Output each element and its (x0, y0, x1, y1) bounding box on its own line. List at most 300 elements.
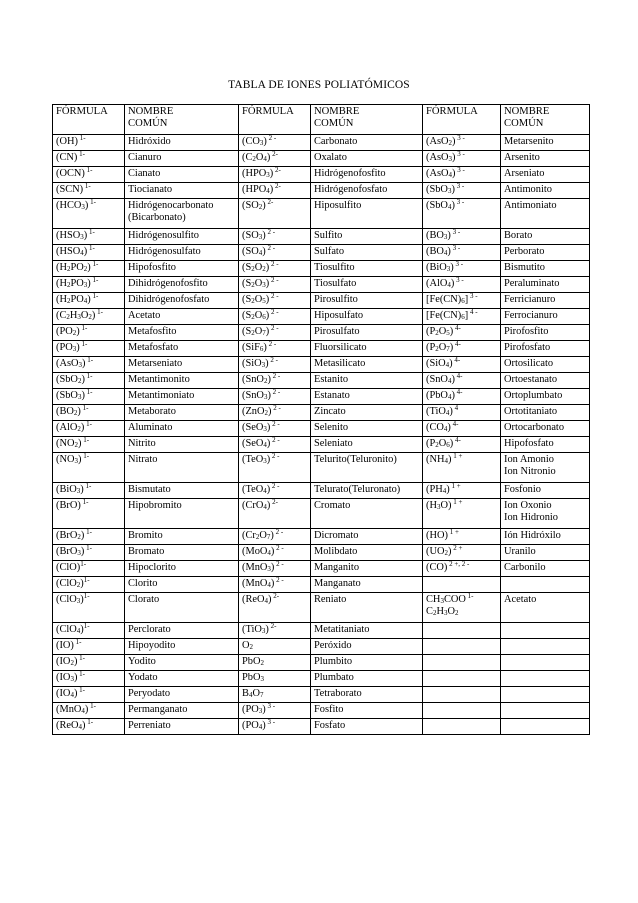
formula (56, 594, 90, 605)
formula (242, 168, 281, 179)
subscript: 3 (447, 187, 452, 195)
formula (56, 578, 90, 589)
formula-text: (BiO (56, 484, 77, 495)
charge: 2 - (270, 436, 280, 444)
formula-text: ) (81, 390, 85, 401)
formula (56, 342, 87, 353)
formula-text: ) (87, 262, 91, 273)
name-text: Metarseniato (128, 358, 183, 369)
formula-text: O (254, 262, 263, 273)
formula-cell (53, 277, 125, 293)
name-text: Hipobromito (128, 500, 182, 511)
formula-text: ) (268, 594, 272, 605)
subscript: 3 (266, 171, 270, 179)
name-text: Uranilo (504, 546, 536, 557)
subscript: 2 (435, 441, 439, 449)
name-cell (501, 199, 590, 229)
formula-text: ) (266, 152, 271, 163)
formula-text: ) (73, 688, 78, 699)
name-cell (125, 325, 239, 341)
formula-text: (AlO (426, 278, 448, 289)
formula-cell (239, 453, 311, 483)
table-row (53, 389, 590, 405)
subscript: 2 (249, 643, 254, 651)
formula (56, 184, 91, 195)
name-cell (501, 373, 590, 389)
charge: 2 - (270, 452, 280, 460)
formula-cell (423, 671, 501, 687)
name-cell (125, 623, 239, 639)
name-text: Molibdato (314, 546, 358, 557)
formula-text: ) (449, 406, 453, 417)
name-text: Yodito (128, 656, 156, 667)
table-row (53, 529, 590, 545)
charge: 2 - (270, 372, 281, 380)
formula (242, 184, 281, 195)
charge: 2- (273, 182, 281, 190)
formula (56, 562, 86, 573)
formula (426, 454, 462, 465)
table-row (53, 167, 590, 183)
charge: 1- (85, 718, 94, 726)
formula-cell (239, 421, 311, 437)
subscript: 7 (266, 533, 271, 541)
formula-text: (PO (242, 704, 259, 715)
formula (56, 454, 89, 465)
formula-text: PO (70, 262, 84, 273)
formula-text: ) (449, 438, 454, 449)
subscript: 2 (255, 533, 260, 541)
formula (242, 500, 278, 511)
subscript: 4 (263, 503, 267, 511)
name-cell (501, 151, 590, 167)
charge: 3 - (454, 182, 465, 190)
charge: 2 - (265, 228, 276, 236)
table-row (53, 453, 590, 483)
formula-text: ) (262, 200, 266, 211)
name-text: Metantimoniato (128, 390, 195, 401)
formula-cell (53, 293, 125, 309)
table-row (53, 593, 590, 623)
formula-text: ) (452, 168, 456, 179)
charge: 1- (83, 576, 90, 584)
name-cell (125, 309, 239, 325)
name-cell (311, 325, 423, 341)
formula (242, 406, 281, 417)
subscript: 3 (263, 393, 268, 401)
formula-cell (423, 229, 501, 245)
formula (426, 546, 462, 557)
formula-cell (239, 357, 311, 373)
name-text: Yodato (128, 672, 158, 683)
formula-cell (423, 183, 501, 199)
formula-text: O (252, 688, 260, 699)
charge: 1- (80, 404, 89, 412)
formula (56, 200, 96, 211)
table-body (53, 135, 590, 735)
formula-cell (239, 293, 311, 309)
formula-text: (ClO) (56, 562, 81, 573)
name-text: Metafosfato (128, 342, 179, 353)
formula-cell (423, 167, 501, 183)
formula-text: ) (84, 704, 89, 715)
subscript: 4 (447, 203, 452, 211)
name-cell (501, 309, 590, 325)
formula-cell (53, 309, 125, 325)
charge: 2 - (273, 528, 284, 536)
formula-text: ) (266, 422, 271, 433)
formula-cell (53, 639, 125, 655)
formula-text: B (242, 688, 249, 699)
subscript: 4 (81, 707, 85, 715)
name-text: Metaborato (128, 406, 176, 417)
formula (242, 374, 280, 385)
name-text: Cianuro (128, 152, 162, 163)
name-text: Bromito (128, 530, 163, 541)
formula (426, 594, 473, 617)
formula-text: ) (265, 326, 270, 337)
formula-text: (CrO (242, 500, 264, 511)
name-text: Hipoclorito (128, 562, 176, 573)
formula-text: (AlO (56, 422, 78, 433)
charge: 1- (83, 482, 92, 490)
charge: 1- (77, 150, 85, 158)
table-row (53, 639, 590, 655)
name-text: Metasilicato (314, 358, 366, 369)
subscript: 4 (263, 441, 267, 449)
formula-text: ) (77, 438, 82, 449)
formula-cell (423, 325, 501, 341)
formula-text: ) (449, 358, 453, 369)
formula-text: O (254, 278, 263, 289)
name-cell (311, 357, 423, 373)
table-row (53, 309, 590, 325)
formula-text: O (438, 438, 447, 449)
subscript: 3 (72, 345, 77, 353)
formula-cell (53, 167, 125, 183)
formula-text: (SeO (242, 422, 264, 433)
name-text: Bismutato (128, 484, 171, 495)
formula (56, 720, 93, 731)
formula-text: ) (451, 184, 455, 195)
subscript: 4 (248, 691, 253, 699)
formula-cell (239, 437, 311, 453)
subscript: 6 (461, 297, 465, 305)
name-cell (311, 499, 423, 529)
name-text: Perreniato (128, 720, 171, 731)
formula (242, 720, 275, 731)
name-text: Seleniato (314, 438, 353, 449)
name-cell (125, 373, 239, 389)
name-text: Ion Hidronio (504, 511, 558, 523)
formula-cell (53, 577, 125, 593)
formula-text: (S (242, 310, 252, 321)
name-text: Metafosfito (128, 326, 177, 337)
formula-text: (TiO (426, 406, 446, 417)
header-text: COMÚN (128, 118, 168, 130)
formula-cell (423, 373, 501, 389)
charge: 3 - (265, 702, 276, 710)
subscript: 3 (259, 139, 264, 147)
formula-text: (IO (56, 672, 71, 683)
formula-cell (423, 623, 501, 639)
subscript: 4 (266, 187, 270, 195)
charge: 2- (265, 198, 274, 206)
subscript: 2 (435, 345, 439, 353)
formula-text: ) (87, 278, 91, 289)
subscript: 2 (262, 265, 266, 273)
subscript: 3 (81, 203, 85, 211)
name-text: Peróxido (314, 640, 352, 651)
formula (56, 422, 92, 433)
formula-cell (53, 499, 125, 529)
subscript: 4 (80, 249, 84, 257)
formula-cell (423, 277, 501, 293)
formula (56, 310, 103, 321)
name-cell (311, 545, 423, 561)
name-cell (125, 135, 239, 151)
name-cell (125, 389, 239, 405)
charge: 1- (88, 198, 96, 206)
formula (242, 546, 284, 557)
name-cell (311, 183, 423, 199)
name-text: Dicromato (314, 530, 359, 541)
name-cell (311, 277, 423, 293)
subscript: 4 (445, 409, 450, 417)
name-text: Hiposulfito (314, 200, 362, 211)
formula-text: (P (426, 342, 436, 353)
header-text: NOMBRE (314, 106, 360, 117)
name-cell (125, 719, 239, 735)
formula-text: O (80, 310, 89, 321)
header-formula (239, 105, 311, 135)
formula (56, 262, 98, 273)
formula-text: ) (87, 294, 91, 305)
name-text: Reniato (314, 594, 347, 605)
subscript: 2 (444, 549, 448, 557)
name-cell (125, 167, 239, 183)
formula-text: ) (267, 390, 271, 401)
formula-text: (S (242, 294, 252, 305)
subscript: 2 (73, 409, 78, 417)
formula-text: (SbO (56, 374, 78, 385)
formula (242, 422, 280, 433)
header-text: NOMBRE (504, 106, 550, 117)
subscript: 3 (262, 281, 266, 289)
charge: 3 - (455, 166, 465, 174)
subscript: 3 (77, 313, 81, 321)
formula-text: ) (265, 310, 270, 321)
formula-text: ) (269, 184, 274, 195)
formula-text: ) (266, 438, 271, 449)
charge: 2 - (266, 340, 277, 348)
name-cell (501, 245, 590, 261)
charge: 4- (453, 324, 461, 332)
formula (242, 294, 279, 305)
formula-text: (SO (242, 246, 259, 257)
formula (242, 342, 276, 353)
name-cell (501, 277, 590, 293)
formula-cell (53, 655, 125, 671)
name-cell (125, 293, 239, 309)
name-cell (501, 135, 590, 151)
name-cell (125, 245, 239, 261)
name-cell (311, 577, 423, 593)
name-cell (125, 453, 239, 483)
formula-text: (ClO (56, 578, 77, 589)
formula-cell (239, 545, 311, 561)
formula (242, 358, 278, 369)
formula-cell (239, 561, 311, 577)
name-cell (501, 389, 590, 405)
name-text: Arsenito (504, 152, 540, 163)
name-text: Plumbito (314, 656, 353, 667)
charge: 3 - (450, 244, 461, 252)
formula-text: O (255, 152, 264, 163)
subscript: 5 (446, 329, 450, 337)
formula-text: (ReO (242, 594, 265, 605)
name-cell (501, 325, 590, 341)
name-text: Permanganato (128, 704, 188, 715)
name-text: Ortoestanato (504, 374, 558, 385)
name-cell (501, 639, 590, 655)
subscript: 3 (77, 393, 82, 401)
subscript: 3 (443, 608, 448, 617)
charge: 3 - (454, 198, 465, 206)
charge: 2- (270, 150, 278, 158)
charge: 2 - (269, 308, 279, 316)
formula (426, 168, 465, 179)
formula-text: (CO (242, 136, 260, 147)
name-cell (125, 577, 239, 593)
charge: 1- (77, 134, 86, 142)
name-text: Telurito(Teluronito) (314, 454, 397, 465)
formula (56, 152, 85, 163)
charge: 1- (83, 592, 90, 600)
formula-text: (C (56, 310, 67, 321)
formula (56, 484, 91, 495)
formula-cell (423, 135, 501, 151)
name-cell (501, 655, 590, 671)
subscript: 7 (259, 691, 264, 699)
table-row (53, 437, 590, 453)
formula (242, 262, 279, 273)
charge: 2 - (274, 576, 284, 584)
charge: 1- (84, 528, 92, 536)
formula-text: [Fe(CN) (426, 294, 462, 305)
name-text: Manganito (314, 562, 360, 573)
name-text: Sulfito (314, 230, 343, 241)
subscript: 4 (447, 281, 451, 289)
name-cell (311, 561, 423, 577)
charge: 1 + (447, 528, 459, 536)
formula-cell (239, 151, 311, 167)
formula-text: O (438, 342, 447, 353)
name-cell (501, 229, 590, 245)
formula-text: O (254, 310, 263, 321)
formula-text: (H (56, 278, 67, 289)
formula (242, 230, 275, 241)
formula-text: (HPO (242, 168, 267, 179)
formula-text: (ClO (56, 624, 77, 635)
formula-text: ) (451, 200, 455, 211)
subscript: 3 (80, 233, 84, 241)
formula-text: O (254, 294, 263, 305)
table-row (53, 483, 590, 499)
name-cell (501, 483, 590, 499)
header-text: FÓRMULA (242, 106, 294, 117)
formula (426, 200, 464, 211)
formula-text: ) (265, 278, 270, 289)
formula-cell (239, 593, 311, 623)
formula-text: (IO (56, 688, 71, 699)
formula (56, 546, 92, 557)
name-cell (125, 437, 239, 453)
formula-text: O) (440, 500, 452, 511)
name-text: Pirofosfito (504, 326, 549, 337)
formula-text: ) (80, 530, 85, 541)
name-text: (Bicarbonato) (128, 211, 186, 223)
table-row (53, 561, 590, 577)
name-cell (311, 421, 423, 437)
name-cell (311, 437, 423, 453)
formula-text: (HSO (56, 230, 81, 241)
charge: 3 - (455, 134, 465, 142)
formula-cell (239, 703, 311, 719)
name-cell (501, 623, 590, 639)
formula (426, 262, 463, 273)
formula-text: (S (242, 262, 252, 273)
formula-cell (53, 453, 125, 483)
charge: 2 - (268, 356, 278, 364)
name-text: Perclorato (128, 624, 171, 635)
formula-text: (MnO (242, 578, 268, 589)
name-cell (311, 639, 423, 655)
name-text: Hipofosfito (128, 262, 176, 273)
formula-cell (239, 389, 311, 405)
formula-text: (BrO) (56, 500, 81, 511)
name-cell (501, 453, 590, 483)
formula-text: ) (268, 406, 272, 417)
name-text: Plumbato (314, 672, 354, 683)
formula-text: ) (446, 484, 450, 495)
formula-cell (53, 719, 125, 735)
table-row (53, 357, 590, 373)
name-text: Ortoplumbato (504, 390, 563, 401)
subscript: 3 (436, 503, 441, 511)
formula-cell (53, 593, 125, 623)
formula-text: (NO (56, 438, 75, 449)
formula-text: ) (270, 562, 275, 573)
formula (56, 326, 87, 337)
formula (426, 152, 465, 163)
name-cell (501, 357, 590, 373)
formula-text: (HO) (426, 530, 448, 541)
formula (242, 640, 253, 651)
formula-text: (NO (56, 454, 75, 465)
formula-cell (53, 229, 125, 245)
formula (56, 500, 88, 511)
name-text: Borato (504, 230, 533, 241)
name-text: Estanito (314, 374, 349, 385)
formula-text: (TeO (242, 454, 264, 465)
formula-text: ) (266, 484, 271, 495)
formula-cell (239, 373, 311, 389)
formula (426, 342, 461, 353)
formula-cell (239, 719, 311, 735)
formula-cell (423, 593, 501, 623)
formula-text: ) (80, 624, 84, 635)
